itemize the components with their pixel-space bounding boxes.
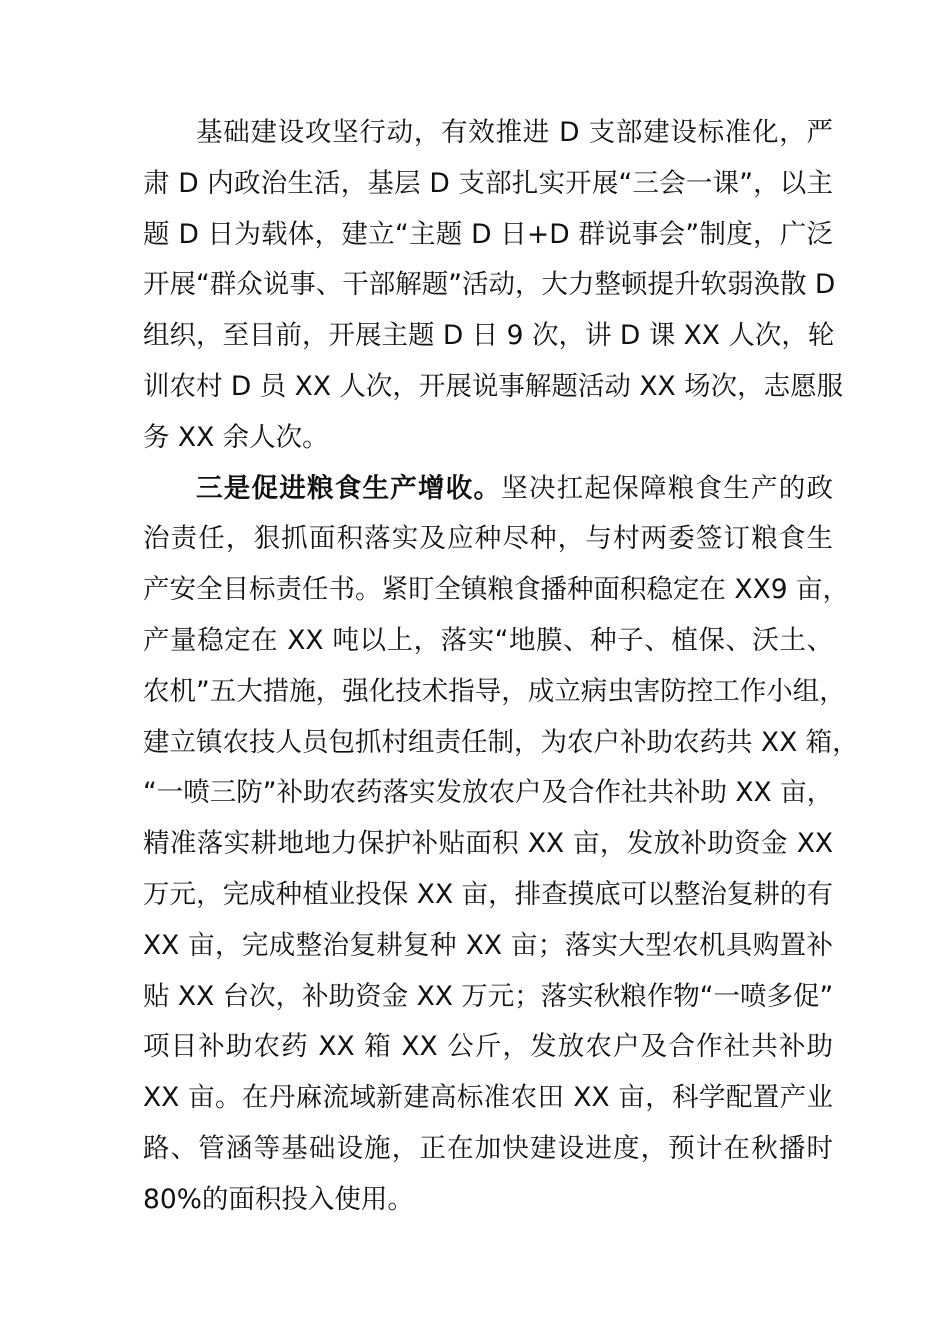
paragraph-line: 治责任，狠抓面积落实及应种尽种，与村两委签订粮食生 bbox=[143, 523, 833, 555]
paragraph-first-line-text: 坚决扛起保障粮食生产的政 bbox=[501, 472, 833, 504]
paragraph-line: 农机”五大措施，强化技术指导，成立病虫害防控工作小组， bbox=[143, 675, 846, 707]
paragraph-line: 80%的面积投入使用。 bbox=[143, 1183, 414, 1215]
paragraph-line: XX 亩，完成整治复耕复种 XX 亩；落实大型农机具购置补 bbox=[143, 929, 833, 961]
paragraph-line: 路、管涵等基础设施，正在加快建设进度，预计在秋播时 bbox=[143, 1132, 833, 1164]
document-body bbox=[143, 108, 859, 1226]
paragraph-line: 务 XX 余人次。 bbox=[143, 421, 329, 453]
paragraph-line: 肃 D 内政治生活，基层 D 支部扎实开展“三会一课”，以主 bbox=[143, 167, 833, 199]
paragraph-line: 贴 XX 台次，补助资金 XX 万元；落实秋粮作物“一喷多促” bbox=[143, 980, 834, 1012]
paragraph-line: 训农村 D 员 XX 人次，开展说事解题活动 XX 场次，志愿服 bbox=[143, 370, 844, 402]
paragraph-line: 万元，完成种植业投保 XX 亩，排查摸底可以整治复耕的有 bbox=[143, 878, 833, 910]
paragraph-line: XX 亩。在丹麻流域新建高标准农田 XX 亩，科学配置产业 bbox=[143, 1082, 833, 1114]
paragraph-line: 精准落实耕地地力保护补贴面积 XX 亩，发放补助资金 XX bbox=[143, 828, 833, 860]
paragraph-first-line bbox=[143, 464, 833, 515]
paragraph-line: 基础建设攻坚行动，有效推进 D 支部建设标准化，严 bbox=[196, 117, 833, 148]
paragraph-line: 项目补助农药 XX 箱 XX 公斤，发放农户及合作社共补助 bbox=[143, 1031, 833, 1063]
paragraph-line: 开展“群众说事、干部解题”活动，大力整顿提升软弱涣散 D bbox=[143, 269, 836, 301]
paragraph-infrastructure bbox=[143, 108, 844, 464]
paragraph-line: 建立镇农技人员包抓村组责任制，为农户补助农药共 XX 箱， bbox=[143, 726, 859, 758]
paragraph-grain-production bbox=[143, 464, 859, 1226]
paragraph-line: 产量稳定在 XX 吨以上，落实“地膜、种子、植保、沃土、 bbox=[143, 624, 833, 656]
paragraph-line: 组织，至目前，开展主题 D 日 9 次，讲 D 课 XX 人次，轮 bbox=[143, 320, 835, 352]
paragraph-line: 题 D 日为载体，建立“主题 D 日+D 群说事会”制度，广泛 bbox=[143, 218, 833, 250]
paragraph-line: “一喷三防”补助农药落实发放农户及合作社共补助 XX 亩， bbox=[143, 777, 834, 809]
paragraph-line: 产安全目标责任书。紧盯全镇粮食播种面积稳定在 XX9 亩， bbox=[143, 574, 850, 606]
section-heading: 三是促进粮食生产增收。 bbox=[196, 472, 502, 504]
